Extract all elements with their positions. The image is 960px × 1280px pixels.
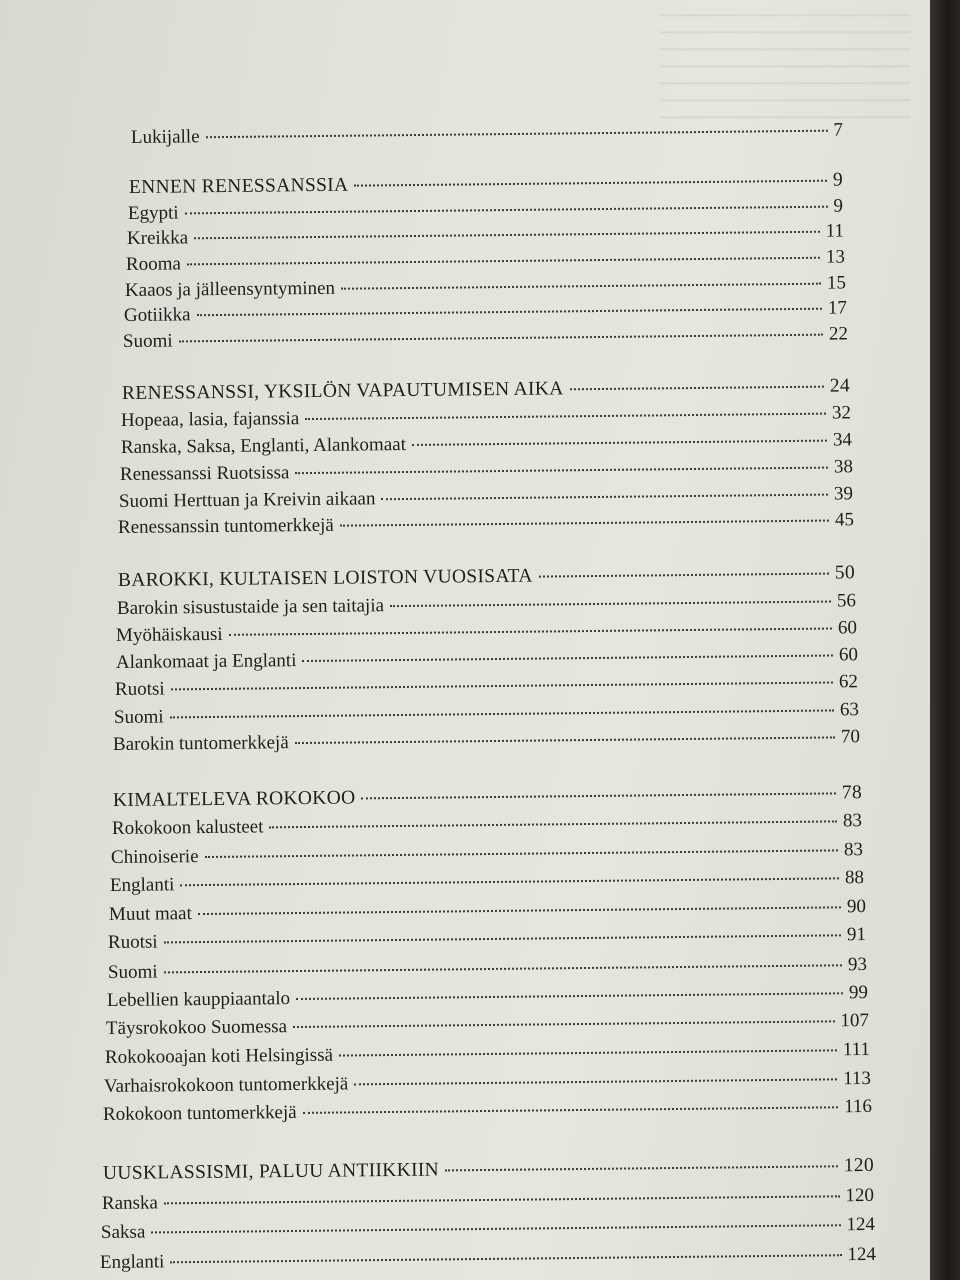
toc-entry-page-number: 39 bbox=[833, 483, 854, 505]
toc-entry-page-number: 62 bbox=[838, 671, 859, 693]
toc-entry-title: Gotiikka bbox=[123, 304, 191, 326]
toc-entry-page-number: 50 bbox=[834, 562, 856, 584]
toc-entry bbox=[117, 589, 856, 621]
dot-leader bbox=[302, 654, 833, 662]
toc-entry-title: Renessanssi Ruotsissa bbox=[119, 462, 290, 485]
toc-entry-title: Täysrokokoo Suomessa bbox=[105, 1016, 288, 1039]
toc-entry-page-number: 63 bbox=[839, 699, 860, 721]
dot-leader bbox=[164, 964, 842, 973]
toc-entry bbox=[115, 670, 858, 702]
toc-entry bbox=[121, 401, 851, 433]
toc-entry-title: Englanti bbox=[109, 874, 175, 896]
toc-entry-title: ENNEN RENESSANSSIA bbox=[128, 174, 349, 198]
toc-section-entry bbox=[103, 1154, 874, 1186]
toc-entry-title: Ruotsi bbox=[114, 678, 165, 700]
toc-entry bbox=[114, 698, 859, 730]
dot-leader bbox=[180, 877, 839, 886]
toc-entry-page-number: 56 bbox=[836, 590, 857, 612]
toc-entry-page-number: 124 bbox=[847, 1243, 877, 1266]
toc-entry-title: Barokin sisustustaide ja sen taitajia bbox=[116, 595, 385, 619]
toc-entry-title: Rokokooajan koti Helsingissä bbox=[104, 1044, 334, 1068]
toc-entry-title: Ranska bbox=[101, 1192, 159, 1214]
toc-entry bbox=[105, 1038, 870, 1070]
toc-entry-page-number: 32 bbox=[831, 402, 852, 424]
toc-entry-page-number: 93 bbox=[847, 954, 868, 976]
toc-entry-page-number: 22 bbox=[828, 323, 849, 345]
dot-leader bbox=[170, 709, 834, 718]
dot-leader bbox=[381, 494, 828, 501]
toc-entry-page-number: 111 bbox=[842, 1038, 871, 1061]
toc-entry-title: Muut maat bbox=[108, 903, 192, 925]
dot-leader bbox=[164, 1195, 840, 1204]
toc-entry-page-number: 90 bbox=[846, 896, 867, 918]
toc-entry-title: Myöhäiskausi bbox=[115, 623, 223, 646]
toc-entry-title: Suomi bbox=[122, 330, 173, 352]
dot-leader bbox=[196, 308, 821, 317]
toc-entry-page-number: 9 bbox=[832, 169, 844, 191]
toc-entry bbox=[101, 1213, 875, 1245]
toc-entry-title: UUSKLASSISMI, PALUU ANTIIKKIIN bbox=[102, 1159, 440, 1184]
toc-entry-title: Varhaisrokokoon tuntomerkkejä bbox=[103, 1073, 349, 1097]
dot-leader bbox=[339, 1049, 837, 1056]
toc-entry-title: Barokin tuntomerkkejä bbox=[112, 732, 289, 755]
dot-leader bbox=[293, 1020, 834, 1028]
toc-entry-title: Chinoiserie bbox=[110, 846, 199, 868]
toc-entry bbox=[107, 981, 868, 1013]
toc-entry-page-number: 124 bbox=[846, 1213, 876, 1236]
dot-leader bbox=[206, 130, 828, 139]
dot-leader bbox=[187, 257, 820, 266]
toc-entry-page-number: 11 bbox=[825, 220, 845, 242]
toc-entry-page-number: 70 bbox=[840, 726, 861, 748]
toc-entry-page-number: 60 bbox=[837, 617, 858, 639]
dot-leader bbox=[570, 386, 824, 391]
toc-entry-page-number: 38 bbox=[833, 456, 854, 478]
toc-entry bbox=[112, 809, 862, 841]
dot-leader bbox=[179, 334, 823, 343]
dot-leader bbox=[151, 1224, 840, 1233]
dot-leader bbox=[229, 628, 832, 636]
dot-leader bbox=[171, 681, 833, 690]
toc-entry-page-number: 60 bbox=[838, 644, 859, 666]
dot-leader bbox=[194, 231, 819, 240]
toc-entry bbox=[108, 953, 867, 985]
toc-entry-title: Suomi Herttuan ja Kreivin aikaan bbox=[118, 488, 376, 512]
dot-leader bbox=[295, 467, 828, 475]
toc-entry-page-number: 120 bbox=[845, 1184, 875, 1207]
dot-leader bbox=[539, 573, 829, 578]
dot-leader bbox=[412, 440, 827, 446]
toc-entry bbox=[106, 1009, 869, 1041]
toc-entry-page-number: 107 bbox=[840, 1010, 870, 1032]
toc-entry-page-number: 78 bbox=[841, 782, 863, 804]
dot-leader bbox=[390, 601, 831, 608]
dot-leader bbox=[445, 1165, 838, 1171]
toc-entry-page-number: 13 bbox=[825, 246, 846, 268]
toc-entry bbox=[108, 923, 866, 955]
toc-entry-title: Saksa bbox=[100, 1221, 146, 1243]
toc-entry-title: Lebellien kauppiaantalo bbox=[106, 988, 291, 1011]
dot-leader bbox=[340, 520, 829, 527]
dot-leader bbox=[354, 180, 827, 187]
toc-entry-title: Ranska, Saksa, Englanti, Alankomaat bbox=[120, 434, 407, 458]
toc-entry-page-number: 116 bbox=[844, 1095, 873, 1118]
dot-leader bbox=[198, 906, 841, 915]
toc-entry-page-number: 88 bbox=[844, 867, 865, 889]
toc-entry-title: Egypti bbox=[127, 202, 179, 224]
toc-entry-page-number: 99 bbox=[848, 982, 869, 1004]
toc-entry-page-number: 45 bbox=[834, 509, 855, 531]
toc-entry-title: Rokokoon kalusteet bbox=[111, 816, 264, 839]
dot-leader bbox=[303, 1106, 839, 1114]
toc-entry-page-number: 17 bbox=[827, 297, 848, 319]
toc-entry bbox=[109, 895, 866, 927]
toc-entry bbox=[103, 1095, 872, 1127]
toc-entry-page-number: 83 bbox=[842, 810, 863, 832]
toc-entry-title: Lukijalle bbox=[130, 126, 200, 148]
toc-entry bbox=[100, 1243, 876, 1275]
toc-entry bbox=[121, 428, 852, 460]
toc-entry-title: Suomi bbox=[107, 961, 158, 983]
toc-entry bbox=[123, 322, 848, 354]
toc-entry-title: BAROKKI, KULTAISEN LOISTON VUOSISATA bbox=[117, 565, 533, 591]
toc-entry-title: Ruotsi bbox=[107, 931, 158, 953]
toc-entry bbox=[131, 119, 843, 150]
toc-section-entry bbox=[113, 781, 862, 813]
dot-leader bbox=[295, 736, 835, 744]
toc-entry-title: Suomi bbox=[113, 706, 164, 728]
toc-section-entry bbox=[122, 374, 850, 406]
dot-leader bbox=[354, 1078, 837, 1085]
toc-entry-page-number: 91 bbox=[846, 924, 867, 946]
dot-leader bbox=[205, 849, 838, 858]
dot-leader bbox=[361, 792, 835, 799]
toc-entry-page-number: 113 bbox=[843, 1067, 872, 1090]
dot-leader bbox=[185, 206, 828, 215]
toc-entry bbox=[102, 1184, 874, 1216]
toc-entry bbox=[113, 725, 860, 757]
toc-entry-title: Kaaos ja jälleensyntyminen bbox=[124, 277, 336, 301]
toc-entry-title: Kreikka bbox=[126, 227, 189, 249]
toc-entry-page-number: 7 bbox=[833, 119, 844, 141]
toc-entry-title: Englanti bbox=[99, 1251, 165, 1273]
toc-entry bbox=[111, 838, 863, 870]
toc-entry-title: RENESSANSSI, YKSILÖN VAPAUTUMISEN AIKA bbox=[121, 378, 564, 404]
toc-entry bbox=[116, 616, 857, 648]
dot-leader bbox=[269, 820, 837, 828]
toc-entry bbox=[116, 643, 858, 675]
toc-entry-title: Rokokoon tuntomerkkejä bbox=[102, 1101, 297, 1125]
toc-entry bbox=[104, 1067, 871, 1099]
dot-leader bbox=[341, 283, 821, 290]
toc-entry-title: Alankomaat ja Englanti bbox=[115, 650, 297, 673]
toc-entry-title: Renessanssin tuntomerkkejä bbox=[117, 514, 334, 538]
toc-entry-page-number: 83 bbox=[843, 839, 864, 861]
toc-entry bbox=[120, 455, 853, 487]
toc-entry-page-number: 24 bbox=[829, 375, 851, 397]
toc-entry-page-number: 120 bbox=[843, 1154, 875, 1177]
toc-section-entry bbox=[118, 561, 855, 593]
toc-entry bbox=[118, 508, 854, 540]
dot-leader bbox=[164, 934, 841, 943]
dot-leader bbox=[305, 413, 826, 420]
toc-entry-page-number: 9 bbox=[833, 195, 844, 217]
book-spine bbox=[930, 0, 960, 1280]
toc-entry-page-number: 15 bbox=[826, 272, 847, 294]
toc-entry bbox=[110, 866, 864, 898]
toc-entry-title: Hopeaa, lasia, fajanssia bbox=[120, 408, 300, 431]
dot-leader bbox=[296, 992, 843, 1000]
dot-leader bbox=[170, 1254, 841, 1263]
toc-entry-title: KIMALTELEVA ROKOKOO bbox=[112, 787, 356, 811]
toc-entry-title: Rooma bbox=[125, 253, 181, 275]
toc-entry-page-number: 34 bbox=[832, 429, 853, 451]
